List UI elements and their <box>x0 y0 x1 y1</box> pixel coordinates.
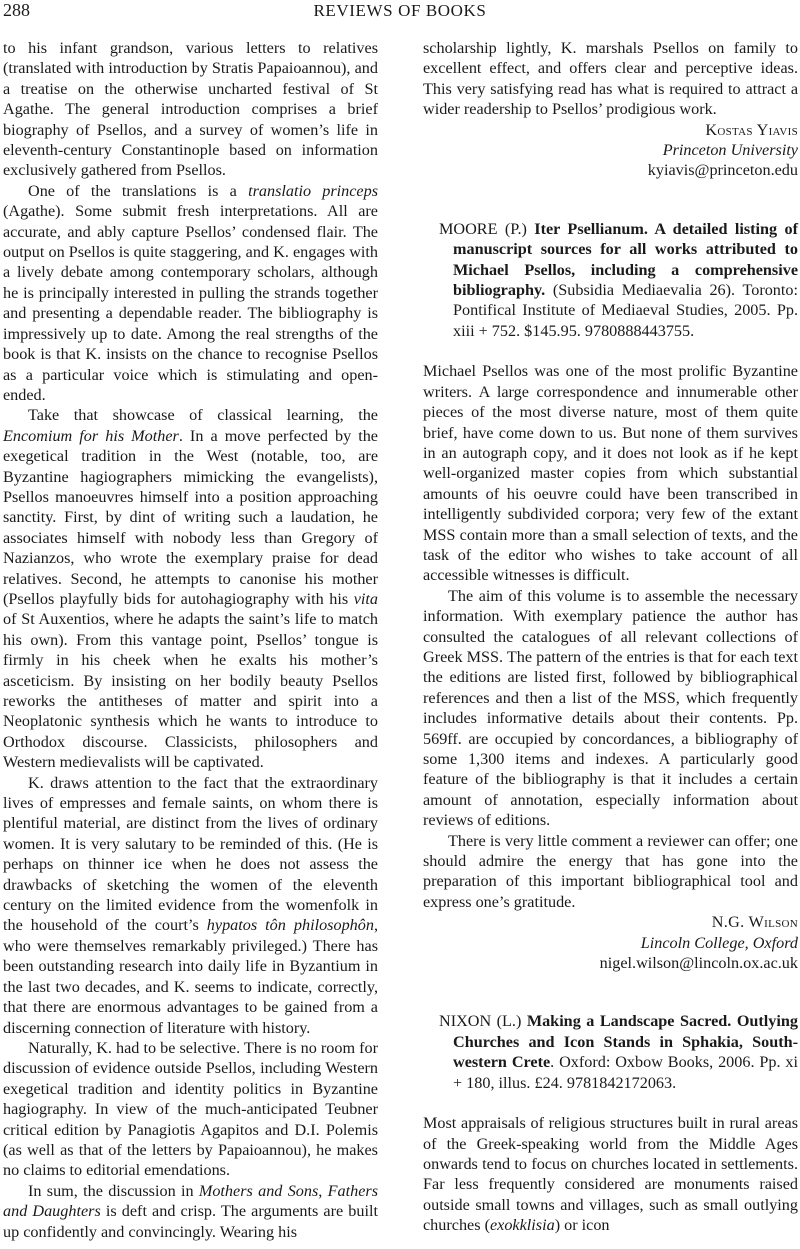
reviewer-email: kyiavis@princeton.edu <box>647 161 798 180</box>
reviewer-name: Kostas Yiavis <box>705 120 798 139</box>
text-columns <box>3 38 798 1242</box>
running-header-title: REVIEWS OF BOOKS <box>313 1 487 20</box>
book-citation-moore: MOORE (P.) Iter Psellianum. A detailed listing of manuscript sources for all works attributed to Michael Psellos, including a comprehensive bibliography. (Subsidia Mediaevalia 26). Toronto: Pontifical Institute of Mediaeval Studies, 2005. Pp. xiii + 752. $145.95. 9780888443755. <box>439 219 798 340</box>
reviewer-name: N.G. Wilson <box>711 913 798 932</box>
body-paragraph: K. draws attention to the fact that the extraordinary lives of empresses and female saints, on whom there is plentiful material, are distinct from the lives of ordinary women. It is very salutary to be reminded of this. (He is perhaps on thinner ice when he does not assess the drawbacks of sketching the women of the eleventh century on the limited evidence from the womenfolk in the household of the court’s hypatos tôn philosophôn, who were themselves remarkably privileged.) There has been outstanding research into daily life in Byzantium in the last two decades, and K. seems to indicate, correctly, that there are enormous advantages to be gained from a discerning connection of literature with history. <box>3 773 378 1037</box>
reviewer-signature <box>423 912 798 973</box>
page-number: 288 <box>3 0 30 20</box>
body-paragraph: One of the translations is a translatio princeps (Agathe). Some submit fresh interpretations. All are accurate, and ably capture Psellos’ condensed flair. The output on Psellos is quite staggering, and K. engages with a lively debate among contemporary scholars, although he is principally interested in pulling the strands together and presenting a dependable reader. The bibliography is impressively up to date. Among the real strengths of the book is that K. insists on the chance to recognise Psellos as a particular voice which is stimulating and open-ended. <box>3 181 378 404</box>
reviewer-signature <box>423 120 798 181</box>
body-paragraph: Michael Psellos was one of the most prolific Byzantine writers. A large correspondence and innumerable other pieces of the most diverse nature, most of them quite brief, have come down to us. But none of them survives in an autograph copy, and it does not look as if he kept well-organized master copies from which substantial amounts of his oeuvre could have been transcribed in intelligently subdivided corpora; very few of the extant MSS contain more than a small selection of texts, and the task of the editor who wishes to take account of all accessible witnesses is difficult. <box>423 362 798 585</box>
reviewer-affiliation: Princeton University <box>662 141 798 160</box>
body-paragraph: In sum, the discussion in Mothers and Sons, Fathers and Daughters is deft and crisp. The arguments are built up confidently and convincingly. Wearing his <box>3 1181 378 1241</box>
body-paragraph: scholarship lightly, K. marshals Psellos on family to excellent effect, and offers clear and perceptive ideas. This very satisfying read has what is required to attract a wider readership to Psellos’ prodigious work. <box>423 39 798 119</box>
reviewer-email: nigel.wilson@lincoln.ox.ac.uk <box>599 954 798 973</box>
body-paragraph: Naturally, K. had to be selective. There is no room for discussion of evidence outside Psellos, including Western exegetical tradition and identity politics in Byzantine hagiography. In view of the much-anticipated Teubner critical edition by Panagiotis Agapitos and D.I. Polemis (as well as that of the letters by Papaioannou), he makes no claims to editorial emendations. <box>3 1038 378 1180</box>
body-paragraph: The aim of this volume is to assemble the necessary information. With exemplary patience the author has consulted the catalogues of all relevant collections of Greek MSS. The pattern of the entries is that for each text the editions are listed first, followed by bibliographical references and then a list of the MSS, which frequently includes informative details about their contents. Pp. 569ff. are occupied by concordances, a bibliography of some 1,300 items and indexes. A particularly good feature of the bibliography is that it includes a certain amount of annotation, especially information about reviews of editions. <box>423 586 798 830</box>
page-header <box>0 0 800 24</box>
body-paragraph: Most appraisals of religious structures built in rural areas of the Greek-speaking world from the Middle Ages onwards tend to focus on churches located in settlements. Far less frequently considered are monuments raised outside small towns and villages, such as small outlying churches (exokklisia) or icon <box>423 1114 798 1235</box>
left-column <box>3 38 378 1242</box>
body-paragraph: to his infant grandson, various letters to relatives (translated with introduction by Stratis Papaioannou), and a treatise on the otherwise uncharted festival of St Agathe. The general introduction comprises a brief biography of Psellos, and a survey of women’s life in eleventh-century Constantinople based on information exclusively gathered from Psellos. <box>3 39 378 180</box>
body-paragraph: Take that showcase of classical learning, the Encomium for his Mother. In a move perfected by the exegetical tradition in the West (notable, too, are Byzantine hagiographers mimicking the evangelists), Psellos manoeuvres himself into a position approaching sanctity. First, by dint of writing such a laudation, he associates himself with nobody less than Gregory of Nazianzos, who wrote the exemplary praise for dead relatives. Second, he attempts to canonise his mother (Psellos playfully bids for autohagiography with his vita of St Auxentios, where he adapts the saint’s life to match his own). From this vantage point, Psellos’ tongue is firmly in his cheek when he exalts his mother’s asceticism. By insisting on her bodily beauty Psellos reworks the antitheses of matter and spirit into a Neoplatonic synthesis which he wants to introduce to Orthodox discourse. Classicists, philosophers and Western medievalists will be captivated. <box>3 406 378 772</box>
body-paragraph: There is very little comment a reviewer can offer; one should admire the energy that has gone into the preparation of this important bibliographical tool and express one’s gratitude. <box>423 831 798 911</box>
reviewer-affiliation: Lincoln College, Oxford <box>640 933 798 952</box>
book-citation-nixon: NIXON (L.) Making a Landscape Sacred. Outlying Churches and Icon Stands in Sphakia, South-western Crete. Oxford: Oxbow Books, 2006. Pp. xi + 180, illus. £24. 9781842172063. <box>439 1012 799 1092</box>
right-column <box>423 38 798 1242</box>
